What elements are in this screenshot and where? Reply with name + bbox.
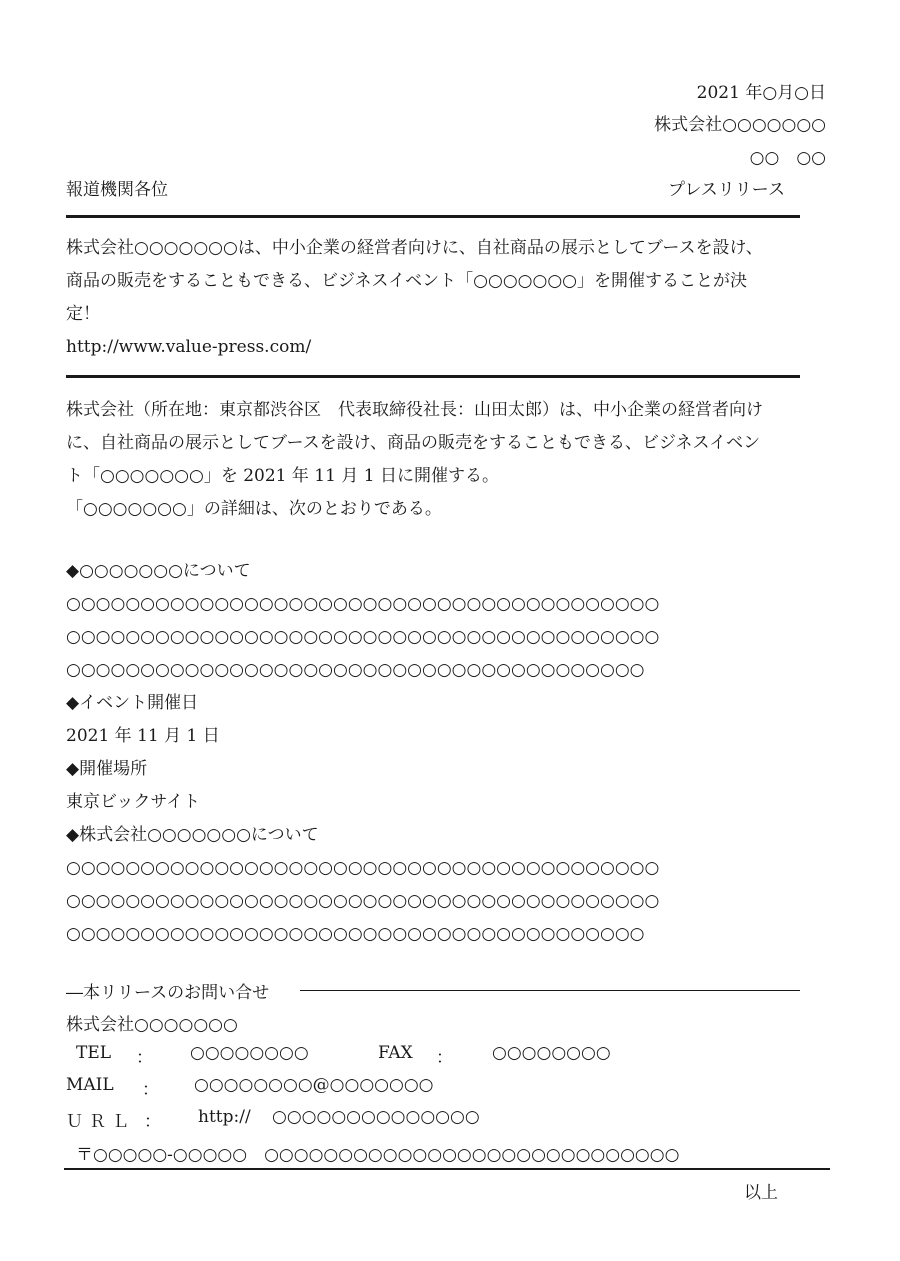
url-value: ○○○○○○○○○○○○○○ [272, 1107, 480, 1127]
about-event-heading: ◆○○○○○○○について [66, 561, 251, 581]
about-company-heading: ◆株式会社○○○○○○○について [66, 825, 319, 845]
lead-line: 定！ [66, 304, 100, 324]
contact-heading-rule [300, 990, 800, 991]
tel-label: TEL [76, 1043, 112, 1063]
lead-paragraph [66, 232, 836, 364]
fax-colon: ： [436, 1048, 453, 1068]
about-company-line: ○○○○○○○○○○○○○○○○○○○○○○○○○○○○○○○○○○○○○○○○ [66, 891, 660, 911]
footer-rule [64, 1168, 830, 1170]
url-colon: ： [144, 1112, 161, 1132]
body-line: 株式会社（所在地：東京都渋谷区 代表取締役社長：山田太郎）は、中小企業の経営者向け [66, 400, 763, 420]
header-divider [66, 215, 800, 218]
mail-value: ○○○○○○○○@○○○○○○○ [194, 1075, 434, 1095]
document-type: プレスリリース [668, 180, 785, 200]
body-line: 「○○○○○○○」の詳細は、次のとおりである。 [66, 499, 442, 519]
fax-label: FAX [378, 1043, 413, 1063]
body-line: ト「○○○○○○○」を 2021 年 11 月 1 日に開催する。 [66, 466, 499, 486]
mail-colon: ： [142, 1080, 159, 1100]
event-date-value: 2021 年 11 月 1 日 [66, 726, 220, 746]
venue-value: 東京ビックサイト [66, 792, 201, 812]
body-line: に、自社商品の展示としてブースを設け、商品の販売をすることもできる、ビジネスイベン [66, 433, 761, 453]
about-event-line: ○○○○○○○○○○○○○○○○○○○○○○○○○○○○○○○○○○○○○○○○ [66, 627, 660, 647]
fax-value: ○○○○○○○○ [492, 1043, 611, 1063]
details-section [66, 555, 836, 951]
release-date: 2021 年○月○日 [696, 83, 826, 103]
lead-line: 株式会社○○○○○○○は、中小企業の経営者向けに、自社商品の展示としてブースを設け、 [66, 238, 763, 258]
contact-company: 株式会社○○○○○○○ [66, 1015, 238, 1035]
event-date-heading: ◆イベント開催日 [66, 693, 199, 713]
lead-divider [66, 375, 800, 378]
body-paragraph [66, 394, 836, 526]
closing-mark: 以上 [744, 1183, 778, 1203]
url-prefix: http:// [198, 1107, 251, 1127]
mail-label: MAIL [66, 1075, 114, 1095]
venue-heading: ◆開催場所 [66, 759, 148, 779]
lead-line: 商品の販売をすることもできる、ビジネスイベント「○○○○○○○」を開催することが決 [66, 271, 747, 291]
tel-value: ○○○○○○○○ [190, 1043, 309, 1063]
contact-person-names: ○○ ○○ [749, 148, 826, 168]
company-name: 株式会社○○○○○○○ [654, 115, 826, 135]
lead-url: http://www.value-press.com/ [66, 337, 312, 357]
postal-address: 〒○○○○○-○○○○○ ○○○○○○○○○○○○○○○○○○○○○○○○○○○○ [76, 1145, 680, 1165]
contact-heading: ―本リリースのお問い合せ [66, 983, 270, 1003]
about-event-line: ○○○○○○○○○○○○○○○○○○○○○○○○○○○○○○○○○○○○○○○ [66, 660, 645, 680]
about-event-line: ○○○○○○○○○○○○○○○○○○○○○○○○○○○○○○○○○○○○○○○○ [66, 594, 660, 614]
about-company-line: ○○○○○○○○○○○○○○○○○○○○○○○○○○○○○○○○○○○○○○○ [66, 924, 645, 944]
about-company-line: ○○○○○○○○○○○○○○○○○○○○○○○○○○○○○○○○○○○○○○○○ [66, 858, 660, 878]
addressee: 報道機関各位 [66, 180, 168, 200]
tel-colon: ： [136, 1048, 153, 1068]
url-label: ＵＲＬ [66, 1112, 135, 1132]
